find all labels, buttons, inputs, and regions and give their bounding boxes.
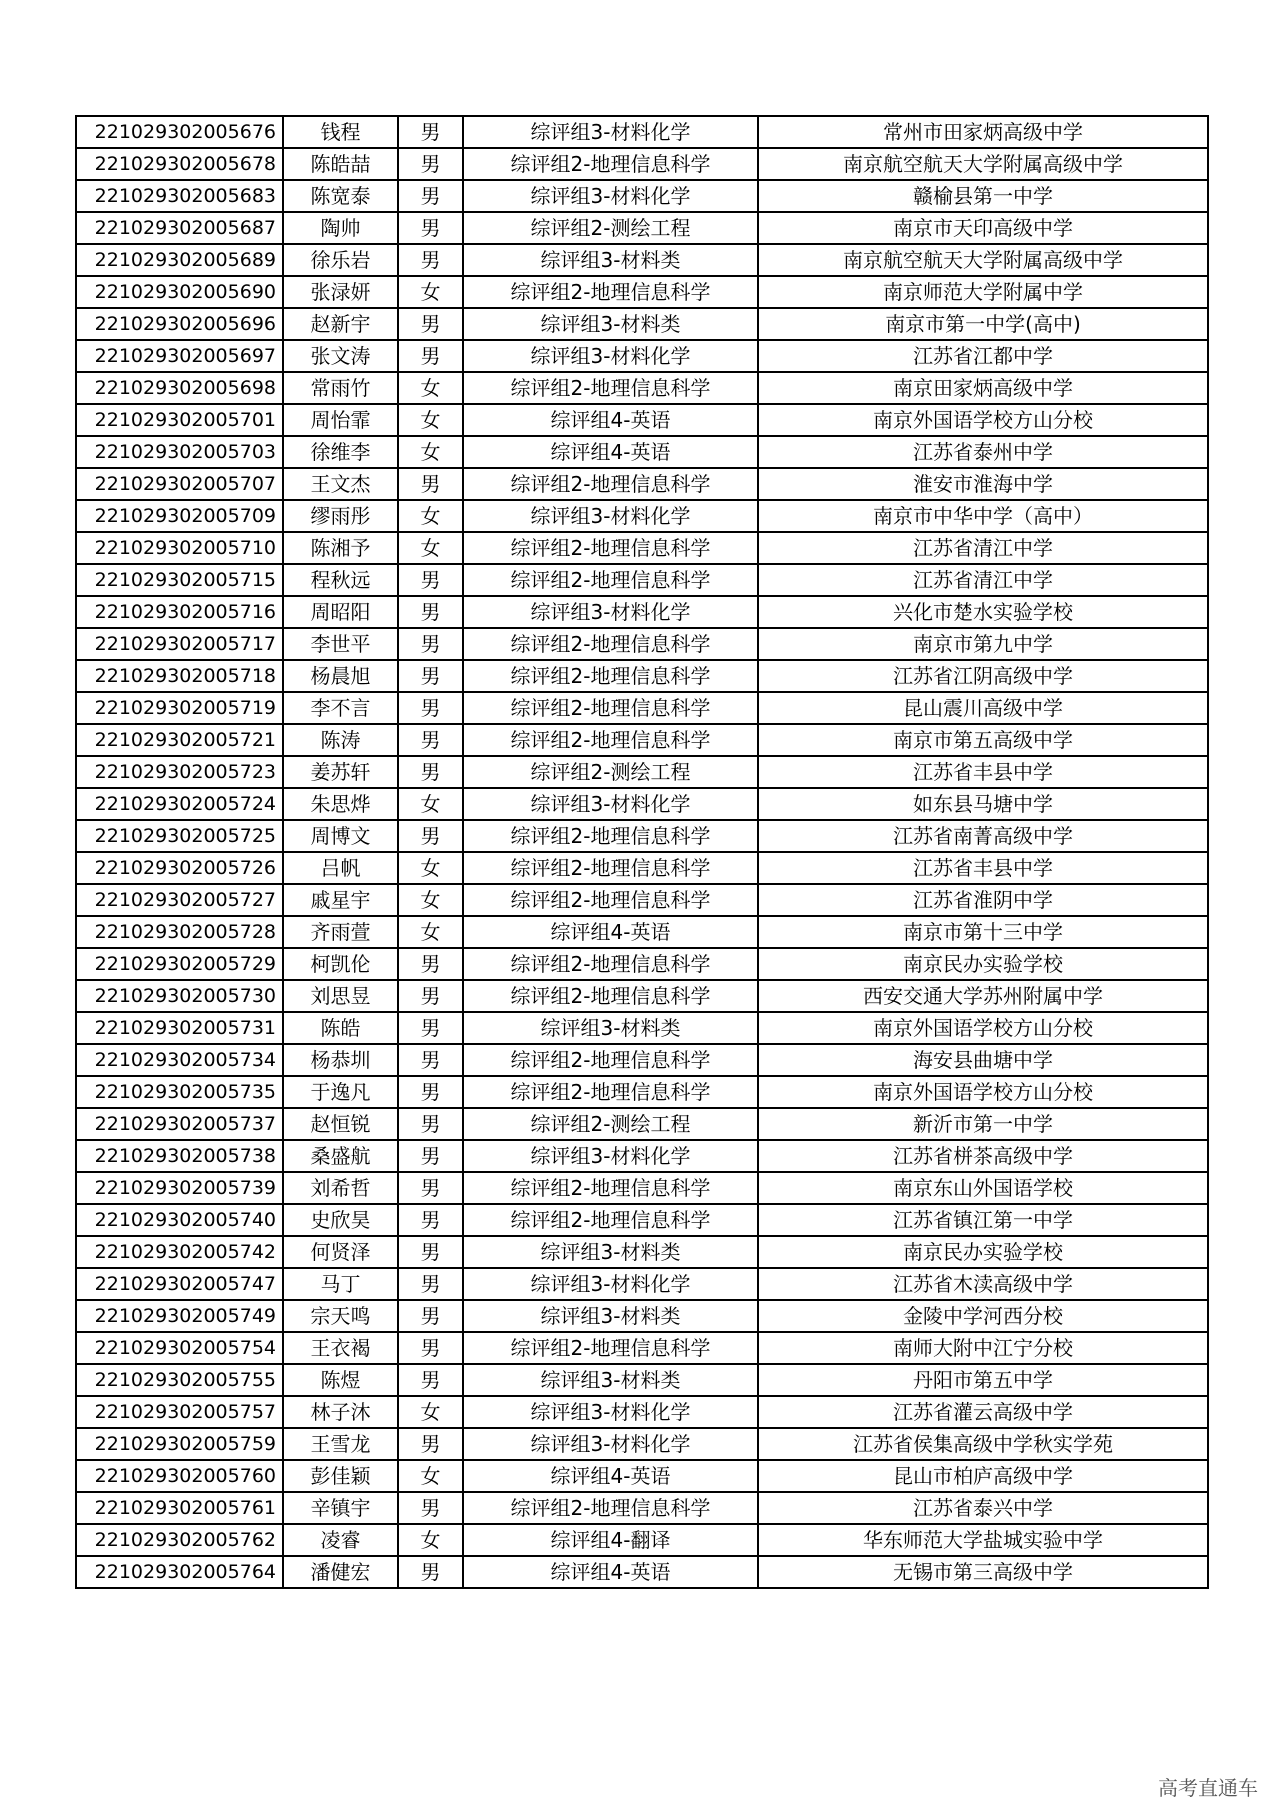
cell-group: 综评组2-地理信息科学 [463,692,758,724]
cell-name: 何贤泽 [283,1236,398,1268]
cell-gender: 女 [398,852,463,884]
table-row [76,820,1208,852]
cell-group: 综评组3-材料类 [463,1012,758,1044]
cell-id: 221029302005709 [76,500,283,532]
cell-id: 221029302005729 [76,948,283,980]
cell-name: 史欣昊 [283,1204,398,1236]
cell-school: 江苏省灌云高级中学 [758,1396,1208,1428]
cell-group: 综评组2-地理信息科学 [463,980,758,1012]
cell-id: 221029302005764 [76,1556,283,1588]
cell-gender: 男 [398,1268,463,1300]
cell-group: 综评组3-材料化学 [463,596,758,628]
cell-gender: 女 [398,532,463,564]
cell-name: 杨恭圳 [283,1044,398,1076]
cell-id: 221029302005689 [76,244,283,276]
cell-gender: 女 [398,788,463,820]
cell-id: 221029302005683 [76,180,283,212]
cell-school: 江苏省清江中学 [758,564,1208,596]
cell-id: 221029302005737 [76,1108,283,1140]
cell-school: 江苏省侯集高级中学秋实学苑 [758,1428,1208,1460]
table-row [76,276,1208,308]
table-row [76,468,1208,500]
cell-id: 221029302005726 [76,852,283,884]
cell-school: 如东县马塘中学 [758,788,1208,820]
cell-group: 综评组2-地理信息科学 [463,820,758,852]
cell-school: 金陵中学河西分校 [758,1300,1208,1332]
table-row [76,980,1208,1012]
cell-gender: 女 [398,1460,463,1492]
cell-group: 综评组2-地理信息科学 [463,628,758,660]
cell-gender: 男 [398,468,463,500]
cell-gender: 男 [398,1204,463,1236]
cell-gender: 男 [398,308,463,340]
admission-list-table [75,115,1209,1589]
cell-group: 综评组3-材料化学 [463,180,758,212]
cell-gender: 男 [398,1012,463,1044]
cell-name: 凌睿 [283,1524,398,1556]
table-row [76,1108,1208,1140]
cell-id: 221029302005738 [76,1140,283,1172]
cell-gender: 男 [398,1364,463,1396]
cell-group: 综评组4-英语 [463,404,758,436]
table-row [76,1492,1208,1524]
cell-school: 江苏省南菁高级中学 [758,820,1208,852]
cell-school: 昆山震川高级中学 [758,692,1208,724]
cell-gender: 男 [398,116,463,148]
cell-school: 南京田家炳高级中学 [758,372,1208,404]
cell-school: 淮安市淮海中学 [758,468,1208,500]
cell-name: 赵新宇 [283,308,398,340]
cell-school: 南京民办实验学校 [758,1236,1208,1268]
cell-name: 缪雨彤 [283,500,398,532]
cell-name: 周博文 [283,820,398,852]
cell-name: 彭佳颖 [283,1460,398,1492]
cell-gender: 女 [398,884,463,916]
cell-group: 综评组3-材料类 [463,1300,758,1332]
cell-gender: 女 [398,1396,463,1428]
cell-group: 综评组3-材料化学 [463,1268,758,1300]
cell-school: 丹阳市第五中学 [758,1364,1208,1396]
cell-gender: 男 [398,596,463,628]
cell-group: 综评组2-测绘工程 [463,756,758,788]
cell-group: 综评组4-英语 [463,916,758,948]
table-row [76,1012,1208,1044]
cell-name: 齐雨萱 [283,916,398,948]
table-row [76,1268,1208,1300]
cell-id: 221029302005687 [76,212,283,244]
cell-group: 综评组3-材料化学 [463,1396,758,1428]
cell-name: 陈煜 [283,1364,398,1396]
cell-group: 综评组4-英语 [463,436,758,468]
cell-school: 江苏省清江中学 [758,532,1208,564]
cell-name: 林子沐 [283,1396,398,1428]
cell-group: 综评组3-材料化学 [463,1428,758,1460]
table-row [76,724,1208,756]
cell-name: 常雨竹 [283,372,398,404]
cell-school: 南京市第十三中学 [758,916,1208,948]
cell-id: 221029302005724 [76,788,283,820]
cell-school: 江苏省栟茶高级中学 [758,1140,1208,1172]
cell-gender: 女 [398,276,463,308]
cell-school: 江苏省丰县中学 [758,756,1208,788]
cell-name: 辛镇宇 [283,1492,398,1524]
cell-id: 221029302005761 [76,1492,283,1524]
cell-school: 江苏省丰县中学 [758,852,1208,884]
cell-name: 马丁 [283,1268,398,1300]
cell-group: 综评组2-地理信息科学 [463,276,758,308]
cell-name: 刘希哲 [283,1172,398,1204]
cell-school: 兴化市楚水实验学校 [758,596,1208,628]
cell-id: 221029302005719 [76,692,283,724]
cell-school: 昆山市柏庐高级中学 [758,1460,1208,1492]
table-row [76,1140,1208,1172]
cell-school: 南京民办实验学校 [758,948,1208,980]
cell-school: 南京市第九中学 [758,628,1208,660]
cell-gender: 男 [398,692,463,724]
table-row [76,1460,1208,1492]
cell-name: 徐乐岩 [283,244,398,276]
cell-school: 南京外国语学校方山分校 [758,404,1208,436]
cell-school: 南京东山外国语学校 [758,1172,1208,1204]
cell-school: 华东师范大学盐城实验中学 [758,1524,1208,1556]
cell-id: 221029302005754 [76,1332,283,1364]
cell-gender: 男 [398,820,463,852]
cell-school: 江苏省泰兴中学 [758,1492,1208,1524]
cell-school: 南京师范大学附属中学 [758,276,1208,308]
cell-group: 综评组2-地理信息科学 [463,1492,758,1524]
cell-id: 221029302005734 [76,1044,283,1076]
cell-group: 综评组2-地理信息科学 [463,948,758,980]
cell-group: 综评组2-地理信息科学 [463,1332,758,1364]
cell-group: 综评组3-材料类 [463,244,758,276]
cell-gender: 男 [398,1044,463,1076]
cell-name: 张渌妍 [283,276,398,308]
cell-school: 江苏省泰州中学 [758,436,1208,468]
cell-name: 张文涛 [283,340,398,372]
cell-school: 南京市中华中学（高中） [758,500,1208,532]
cell-id: 221029302005757 [76,1396,283,1428]
cell-id: 221029302005723 [76,756,283,788]
cell-group: 综评组2-地理信息科学 [463,1076,758,1108]
cell-group: 综评组2-地理信息科学 [463,532,758,564]
cell-school: 南师大附中江宁分校 [758,1332,1208,1364]
cell-group: 综评组2-地理信息科学 [463,564,758,596]
table-row [76,1044,1208,1076]
cell-group: 综评组2-测绘工程 [463,212,758,244]
cell-school: 南京航空航天大学附属高级中学 [758,148,1208,180]
cell-id: 221029302005715 [76,564,283,596]
table-row [76,1204,1208,1236]
cell-gender: 男 [398,724,463,756]
cell-name: 陈皓喆 [283,148,398,180]
cell-name: 钱程 [283,116,398,148]
table-row [76,1396,1208,1428]
cell-group: 综评组3-材料化学 [463,788,758,820]
table-row [76,756,1208,788]
cell-group: 综评组4-英语 [463,1556,758,1588]
cell-gender: 女 [398,916,463,948]
table-row [76,948,1208,980]
cell-id: 221029302005749 [76,1300,283,1332]
cell-name: 柯凯伦 [283,948,398,980]
cell-gender: 女 [398,1524,463,1556]
table-body [76,116,1208,1588]
cell-id: 221029302005728 [76,916,283,948]
table-row [76,532,1208,564]
cell-name: 戚星宇 [283,884,398,916]
cell-gender: 男 [398,660,463,692]
cell-id: 221029302005731 [76,1012,283,1044]
cell-id: 221029302005676 [76,116,283,148]
table-row [76,1236,1208,1268]
cell-name: 周怡霏 [283,404,398,436]
cell-name: 陈湘予 [283,532,398,564]
cell-id: 221029302005742 [76,1236,283,1268]
cell-gender: 男 [398,980,463,1012]
cell-gender: 女 [398,500,463,532]
cell-school: 常州市田家炳高级中学 [758,116,1208,148]
cell-school: 南京市天印高级中学 [758,212,1208,244]
table-row [76,564,1208,596]
cell-id: 221029302005707 [76,468,283,500]
cell-gender: 男 [398,1108,463,1140]
cell-group: 综评组3-材料化学 [463,116,758,148]
cell-gender: 男 [398,1332,463,1364]
cell-name: 李不言 [283,692,398,724]
cell-name: 徐维李 [283,436,398,468]
cell-name: 周昭阳 [283,596,398,628]
cell-group: 综评组2-地理信息科学 [463,852,758,884]
table-row [76,660,1208,692]
table-row [76,788,1208,820]
cell-gender: 男 [398,1492,463,1524]
table-row [76,212,1208,244]
cell-group: 综评组2-地理信息科学 [463,1204,758,1236]
cell-name: 陈皓 [283,1012,398,1044]
cell-id: 221029302005696 [76,308,283,340]
cell-group: 综评组3-材料类 [463,308,758,340]
cell-name: 吕帆 [283,852,398,884]
cell-group: 综评组2-地理信息科学 [463,468,758,500]
table-row [76,596,1208,628]
table-row [76,692,1208,724]
table-row [76,1556,1208,1588]
cell-id: 221029302005730 [76,980,283,1012]
cell-group: 综评组3-材料类 [463,1236,758,1268]
cell-group: 综评组2-测绘工程 [463,1108,758,1140]
table-row [76,436,1208,468]
cell-id: 221029302005710 [76,532,283,564]
cell-id: 221029302005735 [76,1076,283,1108]
cell-school: 南京市第一中学(高中) [758,308,1208,340]
cell-group: 综评组2-地理信息科学 [463,724,758,756]
cell-school: 江苏省淮阴中学 [758,884,1208,916]
cell-group: 综评组2-地理信息科学 [463,1044,758,1076]
cell-id: 221029302005716 [76,596,283,628]
cell-name: 杨晨旭 [283,660,398,692]
table-row [76,916,1208,948]
cell-name: 朱思烨 [283,788,398,820]
cell-name: 陶帅 [283,212,398,244]
cell-school: 南京外国语学校方山分校 [758,1076,1208,1108]
cell-school: 西安交通大学苏州附属中学 [758,980,1208,1012]
table-row [76,500,1208,532]
cell-group: 综评组2-地理信息科学 [463,1172,758,1204]
cell-gender: 男 [398,340,463,372]
cell-id: 221029302005697 [76,340,283,372]
cell-group: 综评组3-材料化学 [463,340,758,372]
table-row [76,884,1208,916]
cell-school: 新沂市第一中学 [758,1108,1208,1140]
cell-gender: 男 [398,212,463,244]
cell-gender: 男 [398,148,463,180]
cell-id: 221029302005759 [76,1428,283,1460]
cell-name: 陈宽泰 [283,180,398,212]
cell-id: 221029302005717 [76,628,283,660]
cell-group: 综评组3-材料类 [463,1364,758,1396]
cell-name: 王衣褐 [283,1332,398,1364]
cell-id: 221029302005727 [76,884,283,916]
cell-name: 潘健宏 [283,1556,398,1588]
cell-gender: 女 [398,372,463,404]
table-row [76,1332,1208,1364]
cell-id: 221029302005740 [76,1204,283,1236]
table-row [76,852,1208,884]
cell-id: 221029302005698 [76,372,283,404]
cell-name: 宗天鸣 [283,1300,398,1332]
cell-name: 王文杰 [283,468,398,500]
table-row [76,628,1208,660]
table-row [76,340,1208,372]
cell-school: 海安县曲塘中学 [758,1044,1208,1076]
cell-name: 赵恒锐 [283,1108,398,1140]
cell-id: 221029302005690 [76,276,283,308]
table-row [76,244,1208,276]
table-row [76,1076,1208,1108]
cell-name: 李世平 [283,628,398,660]
cell-gender: 男 [398,1556,463,1588]
cell-gender: 男 [398,756,463,788]
table-row [76,116,1208,148]
cell-gender: 男 [398,564,463,596]
cell-group: 综评组2-地理信息科学 [463,884,758,916]
cell-name: 程秋远 [283,564,398,596]
cell-school: 南京外国语学校方山分校 [758,1012,1208,1044]
table-row [76,1364,1208,1396]
cell-id: 221029302005760 [76,1460,283,1492]
cell-name: 刘思昱 [283,980,398,1012]
cell-group: 综评组3-材料化学 [463,500,758,532]
cell-id: 221029302005755 [76,1364,283,1396]
cell-school: 江苏省江阴高级中学 [758,660,1208,692]
table-row [76,308,1208,340]
cell-id: 221029302005725 [76,820,283,852]
cell-school: 江苏省木渎高级中学 [758,1268,1208,1300]
cell-id: 221029302005718 [76,660,283,692]
table-row [76,1172,1208,1204]
cell-gender: 男 [398,1428,463,1460]
cell-id: 221029302005739 [76,1172,283,1204]
watermark-text: 高考直通车 [1158,1776,1258,1800]
cell-group: 综评组4-翻译 [463,1524,758,1556]
table-row [76,1524,1208,1556]
cell-id: 221029302005762 [76,1524,283,1556]
cell-school: 南京航空航天大学附属高级中学 [758,244,1208,276]
cell-group: 综评组2-地理信息科学 [463,372,758,404]
cell-id: 221029302005721 [76,724,283,756]
table-row [76,180,1208,212]
cell-id: 221029302005678 [76,148,283,180]
cell-group: 综评组2-地理信息科学 [463,660,758,692]
cell-group: 综评组2-地理信息科学 [463,148,758,180]
cell-gender: 男 [398,180,463,212]
table-row [76,1428,1208,1460]
table-row [76,1300,1208,1332]
table-row [76,372,1208,404]
cell-gender: 男 [398,1236,463,1268]
cell-id: 221029302005701 [76,404,283,436]
cell-id: 221029302005703 [76,436,283,468]
cell-gender: 男 [398,1172,463,1204]
cell-gender: 男 [398,244,463,276]
cell-gender: 男 [398,1076,463,1108]
cell-school: 南京市第五高级中学 [758,724,1208,756]
table-row [76,404,1208,436]
cell-gender: 男 [398,1140,463,1172]
cell-school: 江苏省镇江第一中学 [758,1204,1208,1236]
cell-gender: 女 [398,436,463,468]
cell-name: 于逸凡 [283,1076,398,1108]
table-row [76,148,1208,180]
cell-name: 桑盛航 [283,1140,398,1172]
cell-name: 陈涛 [283,724,398,756]
cell-id: 221029302005747 [76,1268,283,1300]
cell-gender: 男 [398,948,463,980]
cell-school: 无锡市第三高级中学 [758,1556,1208,1588]
cell-group: 综评组4-英语 [463,1460,758,1492]
cell-school: 赣榆县第一中学 [758,180,1208,212]
cell-gender: 男 [398,628,463,660]
cell-gender: 女 [398,404,463,436]
cell-school: 江苏省江都中学 [758,340,1208,372]
cell-name: 姜苏轩 [283,756,398,788]
cell-name: 王雪龙 [283,1428,398,1460]
cell-group: 综评组3-材料化学 [463,1140,758,1172]
cell-gender: 男 [398,1300,463,1332]
